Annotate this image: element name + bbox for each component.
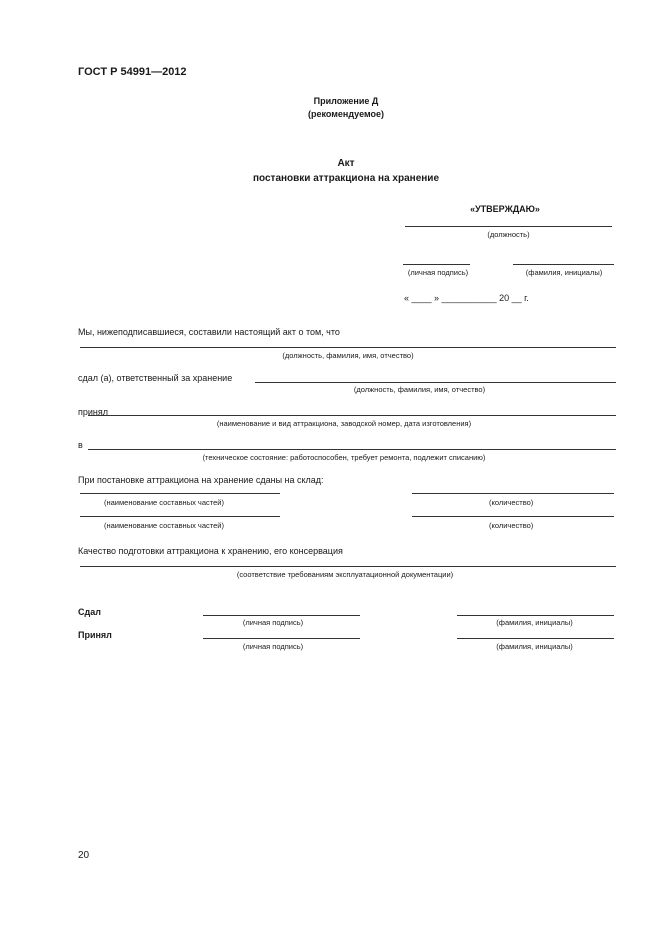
intro-caption: (должность, фамилия, имя, отчество) — [282, 351, 414, 360]
state-caption: (техническое состояние: работоспособен, требует ремонта, подлежит списанию) — [202, 453, 486, 462]
part-qty-line-1[interactable] — [412, 493, 614, 494]
intro-text: Мы, нижеподписавшиеся, составили настоящий акт о том, что — [78, 327, 340, 337]
page-number: 20 — [78, 850, 90, 861]
state-line[interactable] — [88, 449, 616, 450]
position-caption: (должность) — [487, 230, 530, 239]
received-label: принял — [78, 407, 109, 417]
approver-signature-caption: (личная подпись) — [407, 268, 469, 277]
took-label: Принял — [78, 630, 112, 640]
parts-intro: При постановке аттракциона на хранение сданы на склад: — [78, 475, 324, 485]
took-signature-caption: (личная подпись) — [242, 642, 304, 651]
received-caption: (наименование и вид аттракциона, заводской номер, дата изготовления) — [216, 419, 472, 428]
part-name-line-1[interactable] — [80, 493, 280, 494]
took-signature-line[interactable] — [203, 638, 360, 639]
part-name-line-2[interactable] — [80, 516, 280, 517]
approval-date: « ____ » ___________ 20 __ г. — [404, 293, 529, 303]
gave-signature-caption: (личная подпись) — [242, 618, 304, 627]
quality-label: Качество подготовки аттракциона к хранению, его консервация — [78, 546, 343, 556]
gave-name-caption: (фамилия, инициалы) — [496, 618, 573, 627]
part-qty-caption-2: (количество) — [489, 521, 534, 530]
appendix-title: Приложение Д — [313, 96, 379, 106]
intro-line[interactable] — [80, 347, 616, 348]
handed-line[interactable] — [255, 382, 616, 383]
gave-label: Сдал — [78, 607, 101, 617]
document-subtitle: постановки аттракциона на хранение — [252, 173, 440, 184]
quality-caption: (соответствие требованиям эксплуатационной документации) — [236, 570, 454, 579]
took-name-caption: (фамилия, инициалы) — [496, 642, 573, 651]
appendix-note: (рекомендуемое) — [308, 109, 384, 119]
state-label: в — [78, 440, 83, 450]
approver-name-caption: (фамилия, инициалы) — [525, 268, 603, 277]
handed-label: сдал (а), ответственный за хранение — [78, 373, 233, 383]
quality-line[interactable] — [80, 566, 616, 567]
approver-signature-line[interactable] — [403, 264, 470, 265]
approver-name-line[interactable] — [513, 264, 614, 265]
gave-signature-line[interactable] — [203, 615, 360, 616]
standard-number: ГОСТ Р 54991—2012 — [78, 66, 187, 78]
handed-caption: (должность, фамилия, имя, отчество) — [353, 385, 486, 394]
part-qty-caption-1: (количество) — [489, 498, 534, 507]
part-name-caption-1: (наименование составных частей) — [104, 498, 224, 507]
part-name-caption-2: (наименование составных частей) — [104, 521, 224, 530]
document-title: Акт — [337, 158, 355, 169]
took-name-line[interactable] — [457, 638, 614, 639]
received-line[interactable] — [88, 415, 616, 416]
position-line[interactable] — [405, 226, 612, 227]
part-qty-line-2[interactable] — [412, 516, 614, 517]
approve-label: «УТВЕРЖДАЮ» — [470, 204, 540, 214]
gave-name-line[interactable] — [457, 615, 614, 616]
